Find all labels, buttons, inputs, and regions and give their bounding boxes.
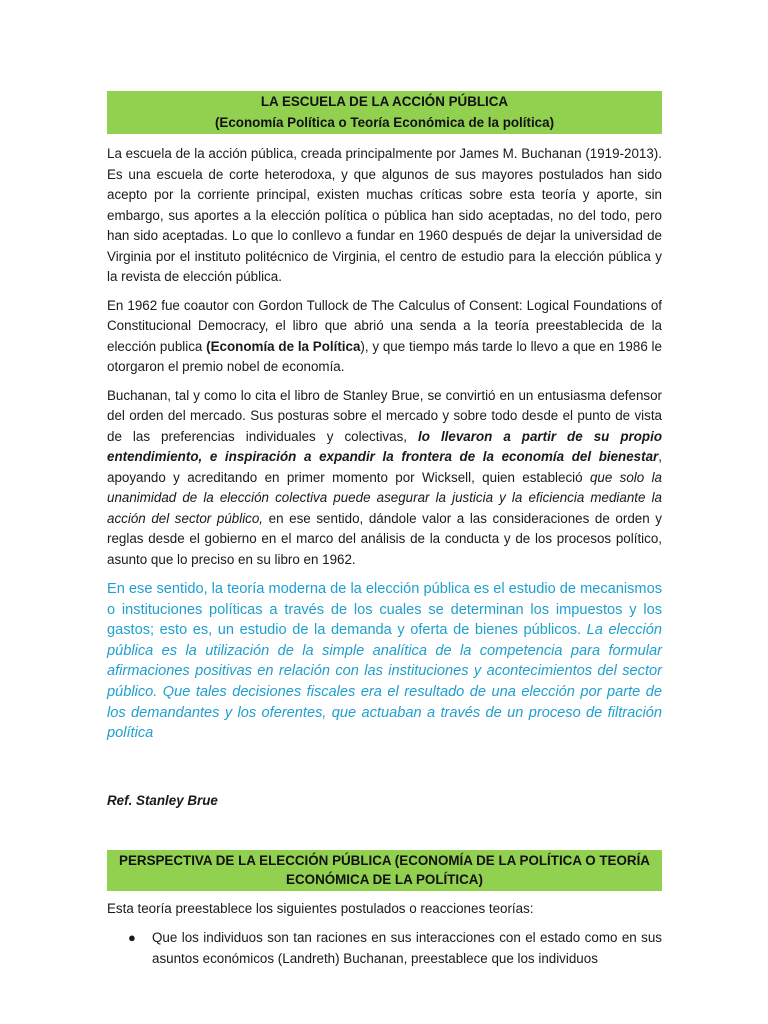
section-heading-escuela (107, 91, 662, 134)
document-page (107, 91, 662, 969)
section-title: LA ESCUELA DE LA ACCIÓN PÚBLICA (260, 94, 509, 109)
section-subtitle: (Economía Política o Teoría Económica de la política) (214, 115, 555, 130)
paragraph-buchanan-intro: La escuela de la acción pública, creada principalmente por James M. Buchanan (1919-2013). Es una escuela de corte heterodoxa, y que algunos de sus mayores postulados han sido acepto por la corriente principal, existen muchas críticas sobre esta teoría y aporte, sin embargo, sus aportes a la elección política o pública han sido aceptadas, no del todo, pero han sido aceptadas. Lo que lo conllevo a fundar en 1960 después de dejar la universidad de Virginia por el instituto politécnico de Virginia, el centro de estudio para la elección pública y la revista de elección pública. (107, 146, 662, 284)
italic-phrase: que solo la unanimidad de la elección colectiva puede asegurar la justicia y la eficiencia mediante la acción del sector público, (107, 469, 662, 526)
paragraph-text: ), y que tiempo más tarde lo llevo a que en 1986 le otorgaron el premio nobel de economía. (107, 338, 662, 374)
bullet-list (107, 927, 662, 969)
section-title-line-2: ECONÓMICA DE LA POLÍTICA) (286, 872, 483, 888)
list-item (107, 927, 662, 969)
paragraph-text: Buchanan, tal y como lo cita el libro de Stanley Brue, se convirtió en un entusiasma defensor del orden del mercado. Sus posturas sobre el mercado y sobre todo desde el punto de vista de las preferencias individuales y colectivas, (107, 387, 662, 444)
quote-italic-text: La elección pública es la utilización de la simple analítica de la competencia para formular afirmaciones positivas en relación con las instituciones y acontecimientos del sector público. Que tales decisiones fiscales era el resultado de una elección por parte de los demandantes y los oferentes, que actuaban a través de un proceso de filtración política (107, 622, 662, 742)
section-heading-perspectiva (107, 850, 662, 891)
paragraph-text: en ese sentido, dándole valor a las consideraciones de orden y reglas desde el gobierno en el marco del análisis de la conducta y de los procesos político, asunto que lo preciso en su libro en 1962. (107, 510, 662, 567)
quote-eleccion-publica (107, 579, 662, 744)
paragraph-postulados-intro: Esta teoría preestablece los siguientes postulados o reacciones teorías: (107, 900, 534, 916)
paragraph-text: En 1962 fue coautor con Gordon Tullock de The Calculus of Consent: Logical Foundations of Constitucional Democracy, el libro que abrió una senda a la teoría preestablecida de la elección publica (107, 297, 662, 354)
paragraph-calculus-of-consent (107, 296, 662, 378)
bold-phrase: (Economía de la Política (206, 338, 361, 354)
quote-text: En ese sentido, la teoría moderna de la elección pública es el estudio de mecanismos o instituciones políticas a través de los cuales se determinan los impuestos y los gastos; esto es, un estudio de la demanda y oferta de bienes públicos. (107, 581, 662, 639)
bold-italic-phrase: lo llevaron a partir de su propio entendimiento, e inspiración a expandir la frontera de la economía del bienestar (107, 428, 662, 464)
section-title-line-1: PERSPECTIVA DE LA ELECCIÓN PÚBLICA (ECONOMÍA DE LA POLÍTICA O TEORÍA (119, 852, 650, 868)
reference-label: Ref. Stanley Brue (107, 792, 218, 808)
paragraph-stanley-brue (107, 386, 662, 571)
paragraph-text: , apoyando y acreditando en primer momento por Wicksell, quien estableció (107, 449, 662, 485)
list-item-text: Que los individuos son tan raciones en sus interacciones con el estado como en sus asuntos económicos (Landreth) Buchanan, preestablece que los individuos (152, 930, 662, 967)
bullet-icon: ● (128, 930, 136, 946)
